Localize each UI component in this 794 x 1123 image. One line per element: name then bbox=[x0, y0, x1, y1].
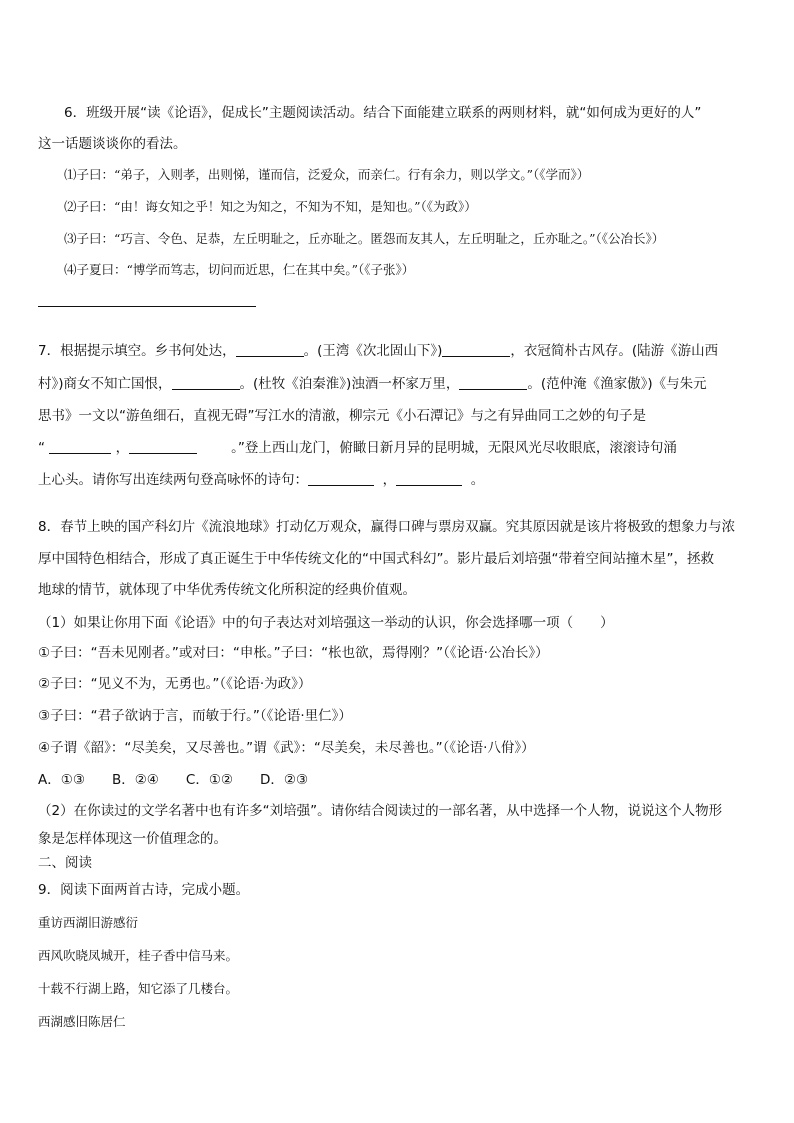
q7-text: “ bbox=[38, 440, 45, 456]
q7-line-2 bbox=[38, 374, 707, 394]
q8-line-1: 8．春节上映的国产科幻片《流浪地球》打动亿万观众，赢得口碑与票房双赢。究其原因就是该片将极致的想象力与浓 bbox=[38, 519, 736, 535]
q7-text: ， bbox=[382, 472, 397, 488]
q8-option-1: ①子曰：“吾未见刚者。”或对曰：“申枨。”子曰：“枨也欲，焉得刚？”（《论语·公冶长》） bbox=[38, 645, 549, 661]
q6-item-1: ⑴子曰：“弟子，入则孝，出则悌，谨而信，泛爱众，而亲仁。行有余力，则以学文。”（《学而》） bbox=[64, 167, 590, 182]
answer-blank[interactable] bbox=[129, 438, 197, 454]
q7-text: 。”登上西山龙门，俯瞰日新月异的昆明城，无限风光尽收眼底，滚滚诗句涌 bbox=[231, 440, 677, 456]
q7-line-3: 思书》一文以“游鱼细石，直视无碍”写江水的清澈，柳宗元《小石潭记》与之有异曲同工之妙的句子是 bbox=[38, 408, 646, 424]
q8-option-2: ②子曰：“见义不为，无勇也。”（《论语·为政》） bbox=[38, 676, 312, 692]
q6-prompt-line-2: 这一话题谈谈你的看法。 bbox=[38, 136, 187, 152]
answer-blank[interactable] bbox=[172, 374, 240, 390]
answer-blank[interactable] bbox=[442, 341, 510, 357]
q6-item-4: ⑷子夏曰：“博学而笃志，切问而近思，仁在其中矣。”（《子张》） bbox=[64, 262, 415, 277]
q9-prompt: 9．阅读下面两首古诗，完成小题。 bbox=[38, 882, 250, 898]
q6-item-2: ⑵子曰：“由！诲女知之乎！知之为知之，不知为不知，是知也。”（《为政》） bbox=[64, 199, 477, 214]
q8-choices[interactable]: A．①③ B．②④ C．①② D．②③ bbox=[38, 772, 309, 788]
q8-line-3: 地球的情节，就体现了中华优秀传统文化所积淀的经典价值观。 bbox=[38, 582, 416, 598]
q7-line-1 bbox=[38, 341, 718, 361]
poem-2-title: 西湖感旧陈居仁 bbox=[38, 1014, 126, 1029]
q8-sub-question-1: （1）如果让你用下面《论语》中的句子表达对刘培强这一举动的认识，你会选择哪一项（ ） bbox=[38, 615, 614, 631]
answer-blank[interactable] bbox=[308, 470, 374, 486]
section-heading: 二、阅读 bbox=[38, 855, 92, 871]
q8-option-3: ③子曰：“君子欲讷于言，而敏于行。”（《论语·里仁》） bbox=[38, 708, 352, 724]
poem-1-title: 重访西湖旧游感衍 bbox=[38, 915, 139, 930]
q7-text: 。(范仲淹《渔家傲》)《与朱元 bbox=[527, 376, 707, 392]
q7-text: ， bbox=[115, 440, 130, 456]
q6-prompt-line-1: 6．班级开展“读《论语》，促成长”主题阅读活动。结合下面能建立联系的两则材料，就“如何成为更好的人” bbox=[64, 105, 702, 121]
q6-item-3: ⑶子曰：“巧言、令色、足恭，左丘明耻之，丘亦耻之。匿怨而友其人，左丘明耻之，丘亦耻之。”（《公冶长》） bbox=[64, 231, 665, 246]
q8-option-4: ④子谓《韶》：“尽美矣，又尽善也。”谓《武》：“尽美矣，未尽善也。”（《论语·八佾》） bbox=[38, 740, 535, 756]
poem-1-line-2: 十载不行湖上路，知它添了几楼台。 bbox=[38, 981, 239, 996]
answer-blank[interactable] bbox=[459, 374, 527, 390]
q7-text: 上心头。请你写出连续两句登高咏怀的诗句： bbox=[38, 472, 308, 488]
q7-text: 村》)商女不知亡国恨， bbox=[38, 376, 172, 392]
q7-text: 。 bbox=[470, 472, 485, 488]
q7-text: 7．根据提示填空。乡书何处达， bbox=[38, 343, 236, 359]
q7-text: ，衣冠简朴古风存。(陆游《游山西 bbox=[510, 343, 719, 359]
answer-blank[interactable] bbox=[49, 438, 111, 454]
answer-blank[interactable] bbox=[396, 470, 462, 486]
poem-1-line-1: 西风吹晓凤城开，桂子香中信马来。 bbox=[38, 948, 239, 963]
q8-line-2: 厚中国特色相结合，形成了真正诞生于中华传统文化的“中国式科幻”。影片最后刘培强“带着空间站撞木星”，拯救 bbox=[38, 551, 714, 567]
q7-line-4 bbox=[38, 438, 677, 458]
q6-answer-line[interactable] bbox=[38, 306, 256, 307]
q7-text: 。(王湾《次北固山下》) bbox=[303, 343, 443, 359]
q7-text: 。(杜牧《泊秦淮》)浊酒一杯家万里， bbox=[239, 376, 460, 392]
q8-sub-question-2-line-2: 象是怎样体现这一价值理念的。 bbox=[38, 831, 227, 847]
q7-line-5 bbox=[38, 470, 484, 490]
q8-sub-question-2-line-1: （2）在你读过的文学名著中也有许多“刘培强”。请你结合阅读过的一部名著，从中选择一个人物，说说这个人物形 bbox=[38, 803, 723, 819]
answer-blank[interactable] bbox=[236, 341, 304, 357]
